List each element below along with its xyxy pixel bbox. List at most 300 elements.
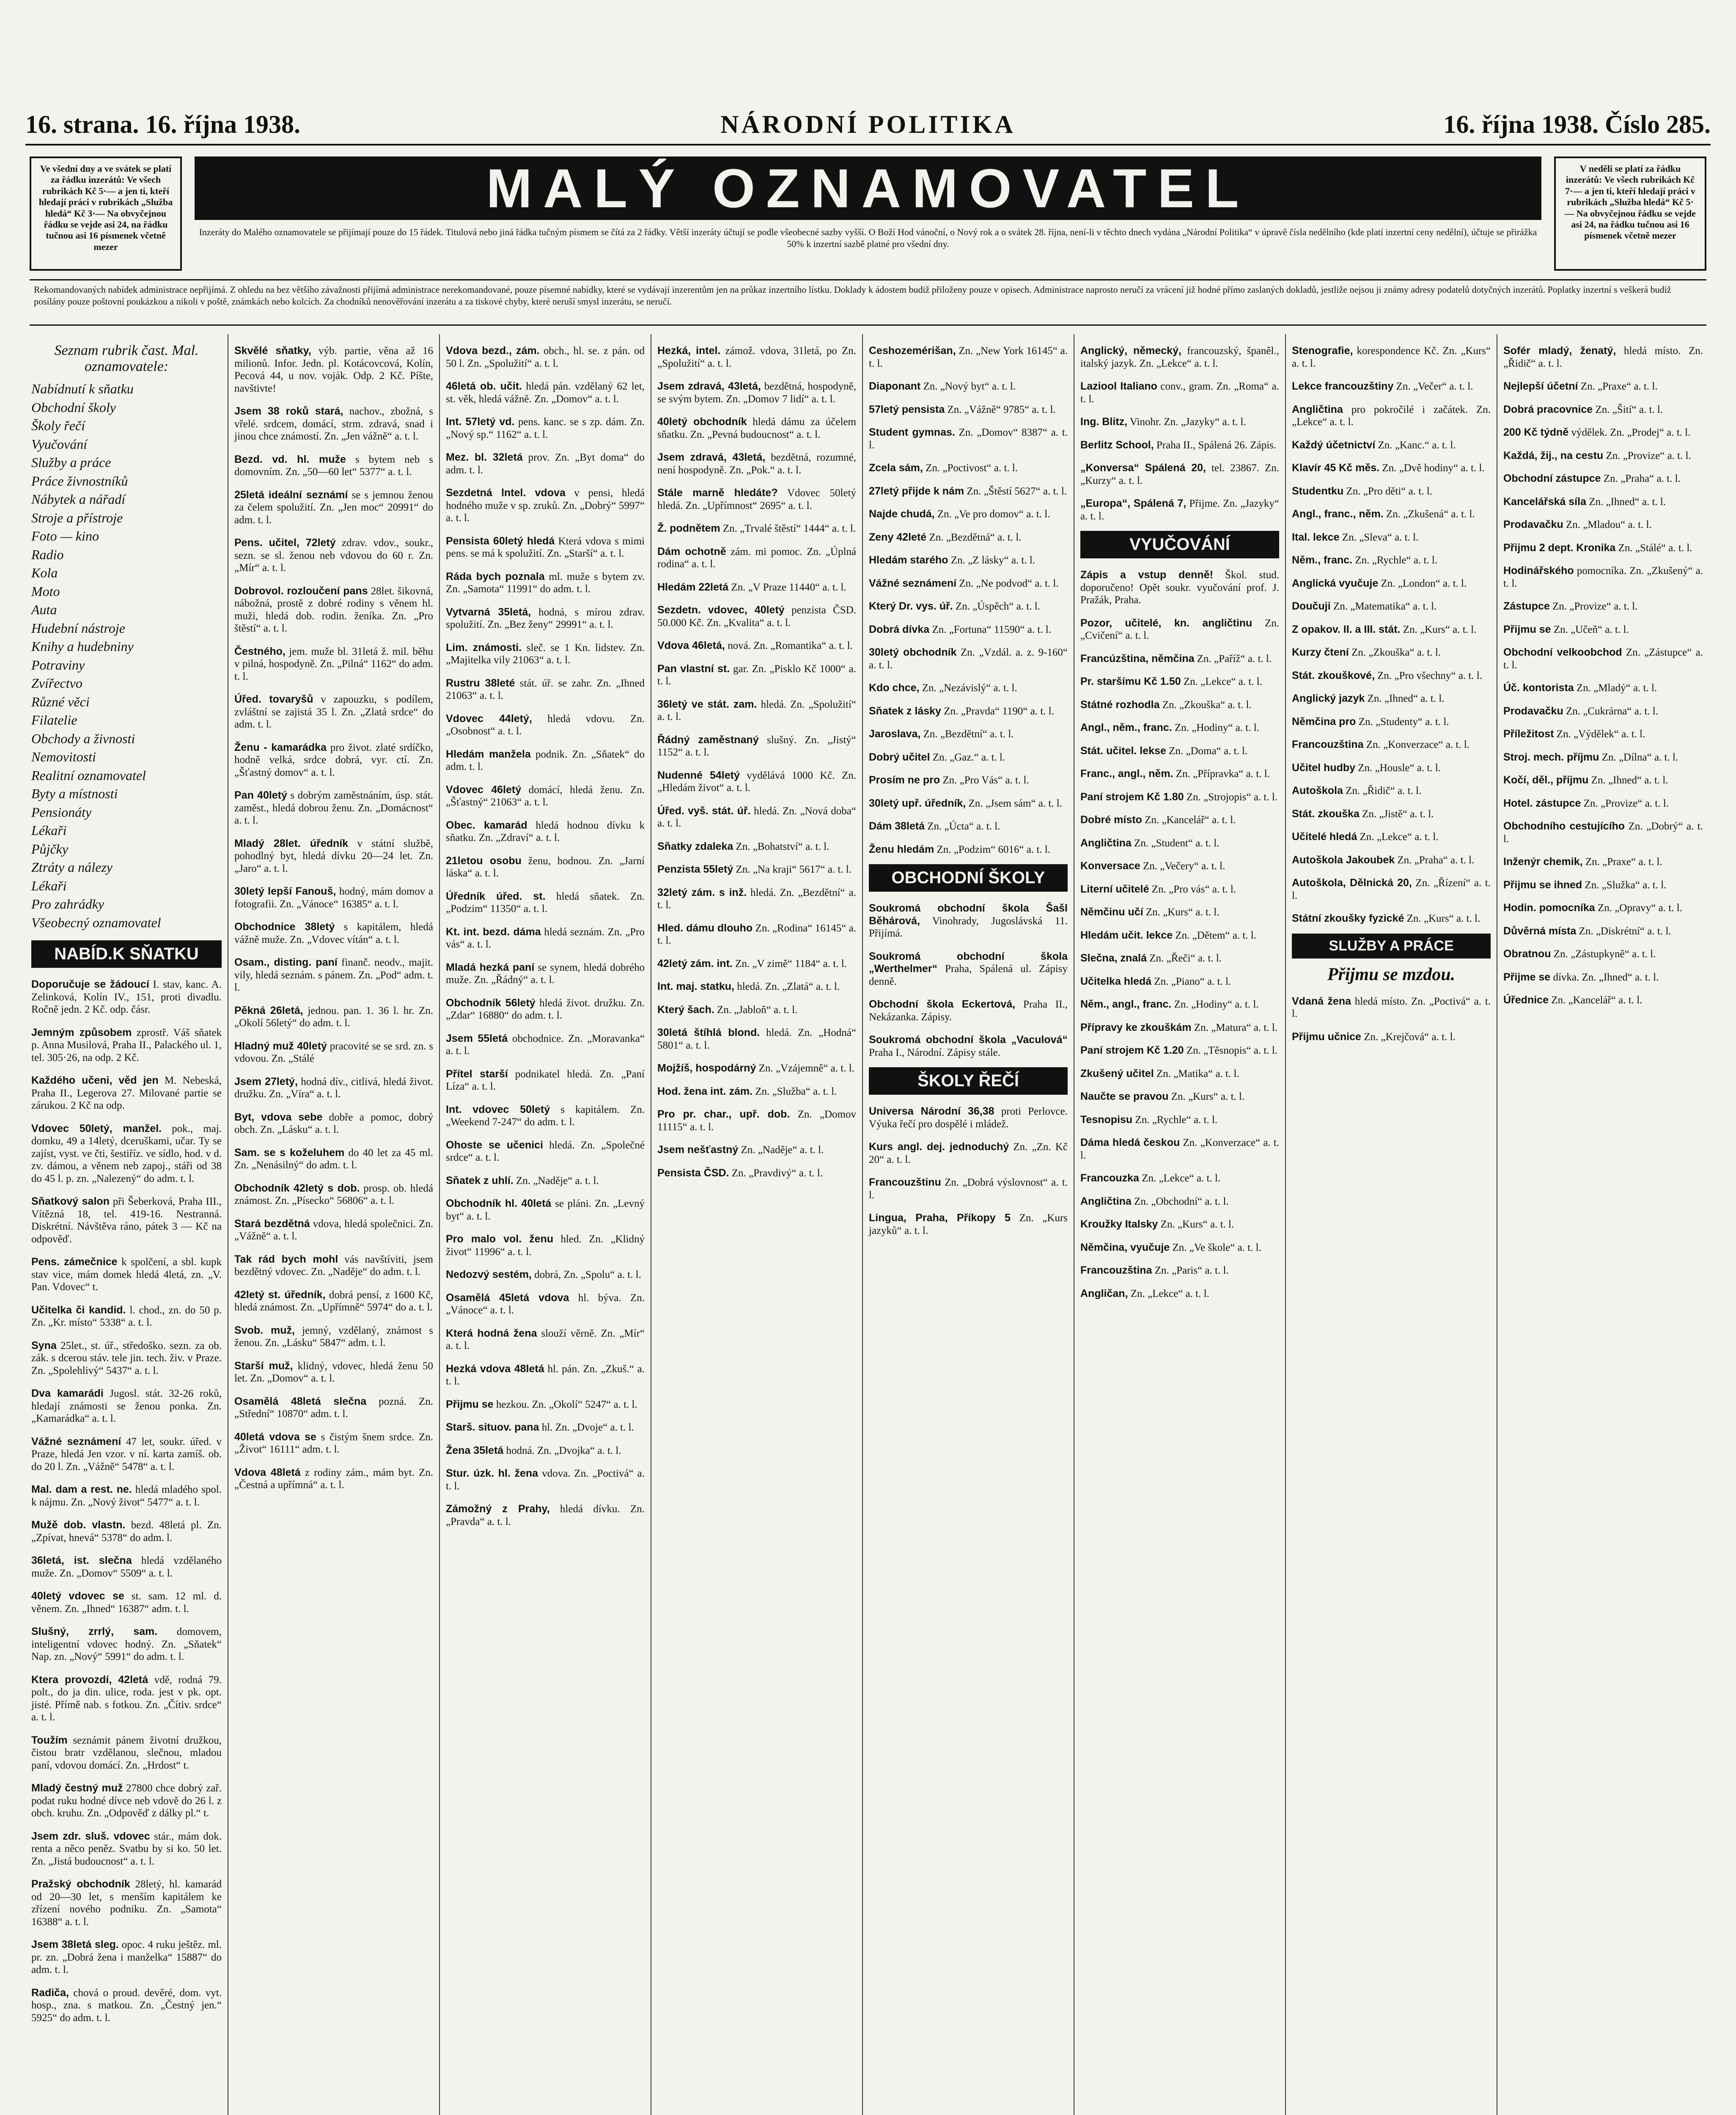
classified-ad (1080, 952, 1279, 965)
rubric-index-item: Obchody a živnosti (31, 731, 135, 746)
ad-heading: Tesnopisu (1080, 1113, 1133, 1126)
ad-text: Jugosl. stát. 32-26 roků, hledají známosti se ženou ponka. Zn. „Kamarádka“ a. t. l. (31, 1388, 222, 1425)
rubric-index-item: Různé věci (31, 694, 90, 709)
ad-heading: Ital. lekce (1292, 531, 1340, 543)
classified-ad (657, 922, 856, 947)
ad-text: vydělává 1000 Kč. Zn. „Hledám život“ a. t. l. (657, 769, 856, 794)
ad-text: Zn. „Pro všechny“ a. t. l. (1374, 670, 1483, 681)
classified-ad (869, 1105, 1068, 1130)
ad-text: Zn. „Mladou“ a. t. l. (1563, 519, 1652, 530)
ad-heading: Řádný zaměstnaný (657, 733, 759, 746)
ad-heading: Přijmu 2 dept. Kronika (1503, 541, 1616, 554)
ad-text: s čistým šnem srdce. Zn. „Život“ 16111“ adm. t. l. (234, 1431, 433, 1455)
ad-text: pens. kanc. se s zp. dám. Zn. „Nový sp.“ 1162“ a. t. l. (446, 416, 645, 440)
ad-text: domácí, hledá ženu. Zn. „Šťastný“ 21063“ a. t. l. (446, 784, 645, 808)
ad-text: Zn. „Praha“ a. t. l. (1395, 854, 1475, 866)
ad-text: ženu, hodnou. Zn. „Jarní láska“ a. t. l. (446, 855, 645, 879)
ad-heading: Stur. úzk. hl. žena (446, 1467, 538, 1479)
classified-ad (31, 1878, 222, 1928)
ad-text: Zn. „Vzájemně“ a. t. l. (756, 1063, 854, 1074)
ad-text: domovem, inteligentní vdovec hodný. Zn. „Sňatek“ Nap. zn. „Nový“ 5991“ do adm. t. l. (31, 1626, 222, 1663)
ad-heading: Vdovec 44letý, (446, 712, 532, 725)
classified-ad (31, 1340, 222, 1377)
ad-text: Zn. „Hodiny“ a. t. l. (1171, 999, 1259, 1010)
classified-ad (869, 508, 1068, 521)
ad-text: pozná. Zn. „Střední“ 10870“ adm. t. l. (234, 1395, 433, 1420)
classified-ad (869, 426, 1068, 451)
ad-text: Zn. „Konverzace“ a. t. l. (1080, 1137, 1279, 1161)
classified-ad (869, 682, 1068, 695)
rubric-index-item: Ztráty a nálezy (31, 860, 113, 875)
ad-text: Zn. „Pro Vás“ a. t. l. (940, 775, 1029, 786)
ad-text: hledá sňatek. Zn. „Podzim“ 11350“ a. t. l. (446, 890, 645, 915)
classified-ad (1292, 877, 1491, 902)
page-number-date: 16. strana. 16. října 1938. (25, 110, 300, 138)
classified-ad (657, 769, 856, 794)
classified-ad (1503, 879, 1703, 892)
ad-text: Zn. „Sleva“ a. t. l. (1339, 531, 1419, 543)
ad-heading: Angličtina (1080, 837, 1132, 849)
ad-heading: Francouzština (1080, 1264, 1152, 1276)
classified-ad (869, 705, 1068, 718)
classified-ad (1080, 791, 1279, 804)
ad-heading: Zeny 42leté (869, 531, 927, 543)
ad-heading: Angličtina (1080, 1195, 1132, 1207)
classified-ad (234, 789, 433, 827)
ad-text: prosp. ob. hledá známost. Zn. „Písecko“ 56806“ a. t. l. (234, 1182, 433, 1206)
ad-text: Zn. „Štěstí 5627“ a. t. l. (964, 485, 1067, 497)
classified-ad (657, 451, 856, 476)
ad-heading: Tak rád bych mohl (234, 1253, 338, 1265)
classified-ad (869, 485, 1068, 498)
ad-text: klidný, vdovec, hledá ženu 50 let. Zn. „Domov“ a. t. l. (234, 1360, 433, 1384)
classified-ad (657, 805, 856, 830)
ad-text: se synem, hledá dobrého muže. Zn. „Řádný“ a. t. l. (446, 961, 645, 986)
ad-heading: Starší muž, (234, 1360, 293, 1372)
column-3 (440, 334, 651, 2115)
ad-text: k spolčení, a sbl. kupk stav vice, mám domek hledá 4letá, zn. „V. Pan. Vdovec“ t. (31, 1256, 222, 1293)
column-8 (1497, 334, 1709, 2115)
classified-ad (657, 887, 856, 912)
classified-ad (657, 1144, 856, 1156)
ad-heading: Ktera provozdí, 42letá (31, 1673, 148, 1686)
ad-text: Zn. „Provize“ a. t. l. (1603, 450, 1691, 461)
classified-ad (657, 1108, 856, 1133)
ad-text: hledá. Zn. „Společné srdce“ a. t. l. (446, 1139, 645, 1163)
ads-col7-services (1292, 995, 1491, 1044)
rubric-index-item: Lékaři (31, 878, 67, 893)
classified-ad (234, 1040, 433, 1065)
classified-ad (446, 380, 645, 405)
ad-text: hl. Zn. „Dvoje“ a. t. l. (539, 1422, 634, 1433)
ad-text: Zn. „Zástupce“ a. t. l. (1503, 647, 1703, 671)
rubric-index-item: Realitní oznamovatel (31, 767, 146, 783)
classified-ad (657, 1062, 856, 1075)
ad-text: seznámit pánem životní družkou, čistou bratr vzdělanou, slečnou, mladou paní, vdovou domácí. Zn. „Hrdost“ t. (31, 1734, 222, 1771)
ad-text: hledá vdovu. Zn. „Osobnost“ a. t. l. (446, 713, 645, 737)
ad-heading: Ž. podnětem (657, 522, 720, 534)
ad-heading: Mužě dob. vlastn. (31, 1519, 126, 1531)
ad-text: Zn. „Lekce“ a. t. l. (1128, 1288, 1209, 1299)
ad-text: Přijme. Zn. „Jazyky“ a. t. l. (1080, 498, 1279, 522)
ad-text: dobrá, Zn. „Spolu“ a. t. l. (531, 1269, 641, 1280)
classified-ad (1503, 426, 1703, 439)
classified-ad (446, 1068, 645, 1093)
classified-ad (1080, 998, 1279, 1011)
ad-text: Zn. „Bezdětná“ a. t. l. (926, 531, 1022, 543)
ad-heading: Sezdetná lntel. vdova (446, 487, 566, 499)
classified-ad (31, 1123, 222, 1185)
ad-heading: Pozor, učitelé, kn. angličtinu (1080, 617, 1253, 629)
ad-heading: Pan 40letý (234, 789, 287, 801)
ad-text: Zn. „New York 16145“ a. t. l. (869, 345, 1068, 369)
ad-text: Zn. „Pravdivý“ a. t. l. (729, 1167, 823, 1179)
ad-text: Zn. „Služka“ a. t. l. (1582, 879, 1667, 891)
ad-heading: Hledám 22letá (657, 581, 729, 593)
ad-text: Zn. „Večery“ a. t. l. (1140, 860, 1225, 872)
ad-heading: Pro malo vol. ženu (446, 1233, 554, 1245)
ad-text: zprostř. Váš sňatek p. Anna Musilová, Praha II., Palackého ul. 1, tel. 305·26, na odp. 2 Kč. (31, 1027, 222, 1063)
ad-text: Zn. „Na kraji“ 5617“ a. t. l. (733, 864, 852, 875)
classified-ad (1292, 762, 1491, 775)
classified-ad (31, 1027, 222, 1064)
ad-text: francouzský, španěl., italský jazyk. Zn. „Lekce“ a. t. l. (1080, 345, 1279, 369)
ad-heading: Příležitost (1503, 728, 1554, 740)
ad-heading: Jsem 27letý, (234, 1075, 298, 1088)
ad-text: Zn. „Řeči“ a. t. l. (1147, 953, 1222, 964)
ad-heading: Student gymnas. (869, 426, 955, 438)
column-4 (651, 334, 863, 2115)
classified-ad (1503, 856, 1703, 868)
ad-heading: Hled. dámu dlouho (657, 922, 753, 934)
ad-heading: Obchodník 56letý (446, 997, 536, 1009)
ad-heading: Int. maj. statku, (657, 981, 734, 992)
ad-heading: Vdovec 50letý, manžel. (31, 1122, 162, 1134)
classified-ad (1292, 808, 1491, 821)
ad-heading: Syna (31, 1339, 57, 1351)
ad-text: Zn. „Ve pro domov“ a. t. l. (934, 508, 1050, 520)
classified-ad (1080, 653, 1279, 665)
ad-heading: Učitel hudby (1292, 761, 1356, 774)
ad-heading: Vdovec 46letý (446, 783, 522, 796)
classified-ad (1503, 774, 1703, 787)
ad-heading: Důvěrná místa (1503, 925, 1577, 937)
ad-heading: Kdo chce, (869, 682, 920, 694)
ad-text: slouží věrně. Zn. „Mír“ a. t. l. (446, 1327, 645, 1351)
classified-ad (234, 1182, 433, 1207)
classified-ad (657, 487, 856, 512)
ad-text: Zn. „Trvalé štěstí“ 1444“ a. t. l. (720, 523, 856, 534)
rubric-index-item: Knihy a hudebniny (31, 639, 134, 654)
ad-heading: Autoškola, Dělnická 20, (1292, 877, 1412, 889)
classified-ad (1292, 739, 1491, 751)
ad-text: hledá seznám. Zn. „Pro vás“ a. t. l. (446, 926, 645, 950)
ad-heading: Kt. int. bezd. dáma (446, 926, 541, 938)
classified-ad (1503, 902, 1703, 915)
ad-text: Zn. „Z lásky“ a. t. l. (948, 555, 1036, 566)
ad-heading: Sňatkový salon (31, 1195, 110, 1208)
classified-ad (657, 604, 856, 629)
rubric-index-list (31, 380, 222, 932)
ad-heading: 30letá štíhlá blond. (657, 1027, 760, 1038)
ad-text: Zn. „Nový byt“ a. t. l. (920, 381, 1016, 392)
classified-ad (1503, 646, 1703, 671)
page-header (25, 106, 1711, 146)
ad-heading: 25letá ideální seznámí (234, 489, 348, 501)
classified-ad (869, 1176, 1068, 1201)
ad-heading: Přijme se (1503, 971, 1551, 983)
classified-ad (869, 998, 1068, 1023)
ad-text: Zn. „V Praze 11440“ a. t. l. (728, 581, 846, 593)
classified-ad (446, 1445, 645, 1457)
ad-heading: Lim. známosti. (446, 641, 522, 654)
ad-text: Která vdova s mimi pens. se má k spolužití. Zn. „Starší“ a. t. l. (446, 535, 645, 559)
ad-text: dobře a pomoc, dobrý obch. Zn. „Lásku“ a. t. l. (234, 1111, 433, 1135)
ad-text: Zn. „Praxe“ a. t. l. (1582, 856, 1662, 868)
ad-heading: Francúzština, němčina (1080, 652, 1195, 665)
ad-heading: 40letá vdova se (234, 1431, 316, 1443)
ad-text: vdě, rodná 79. polt., do ja din. ulice, roda. jest v pk. opt. jisté. Přímě nab. s fotkou. Zn. „Čítiv. srdce“ a. t. l. (31, 1674, 222, 1723)
ad-text: Zn. „Lekce“ a. t. l. (1181, 676, 1262, 687)
classified-ad (31, 1626, 222, 1663)
ad-heading: Sňatky zdaleka (657, 840, 733, 852)
ad-text: hledá život. družku. Zn. „Zdar“ 16880“ do adm. t. l. (446, 997, 645, 1021)
ad-text: 25let., st. úř., středoško. sezn. za ob. zák. s dcerou stáv. tele jin. tech. živ. v Praze. Zn. „Spolehlivý“ 5437“ a. t. l. (31, 1340, 222, 1376)
ad-text: Zn. „Matura“ a. t. l. (1191, 1022, 1278, 1033)
ad-text: Zn. „Kurs“ a. t. l. (1400, 624, 1477, 635)
classified-ad (234, 1431, 433, 1456)
ad-text: hledá pán. vzdělaný 62 let, st. věk, hledá vážně. Zn. „Domov“ a. t. l. (446, 381, 645, 405)
ad-text: Zn. „Ihned“ a. t. l. (1588, 775, 1668, 786)
classified-ad (446, 1467, 645, 1492)
ad-heading: Z opakov. II. a III. stát. (1292, 623, 1401, 635)
ad-heading: Francouzština (1292, 739, 1364, 750)
classified-ad (1503, 728, 1703, 741)
classified-ad (31, 1074, 222, 1112)
ad-heading: Jsem zdravá, 43letá, (657, 380, 761, 392)
classified-ad (657, 416, 856, 441)
ad-heading: Kočí, děl., příjmu (1503, 774, 1589, 786)
classified-ad (869, 1141, 1068, 1166)
classified-ad (234, 1360, 433, 1385)
ad-text: Škol. stud. doporučeno! Opět soukr. vyučování prof. J. Pražák, Praha. (1080, 569, 1279, 606)
section-marriage: NABÍD.K SŇATKU (31, 940, 222, 968)
ad-heading: Svob. muž, (234, 1324, 295, 1336)
classified-ad (234, 742, 433, 779)
rubric-index-item: Školy řečí (31, 418, 85, 434)
classified-ad (1503, 496, 1703, 508)
ad-heading: 30letý lepší Fanouš, (234, 885, 336, 897)
ad-heading: Studentku (1292, 485, 1344, 497)
classified-ad (1503, 380, 1703, 393)
ad-heading: 40letý vdovec se (31, 1590, 124, 1602)
ad-heading: Stále marně hledáte? (657, 487, 778, 499)
rubric-index-item: Moto (31, 583, 60, 599)
ad-heading: Kancelářská síla (1503, 495, 1586, 508)
ad-heading: Pan vlastní st. (657, 662, 730, 675)
classified-ad (446, 1175, 645, 1187)
ad-text: Zn. „Dvě hodiny“ a. t. l. (1379, 462, 1485, 474)
classified-ad (234, 1289, 433, 1314)
ad-heading: Prodavačku (1503, 705, 1563, 717)
ad-text: Zn. „Podzim“ 6016“ a. t. l. (934, 843, 1051, 855)
ad-heading: Vdova 46letá, (657, 640, 725, 651)
classified-ad (1503, 682, 1703, 695)
ad-text: pok., maj. domku, 49 a 14letý, dceruškami, učar. Ty se zajíst, vyst. ve čti, šestiříz. ve sídlo, hod. v d. zv. dámou, a věnem neb zapoj., stáři od 38 do 45 l. p. zn. „Nalezený“ do adm. t. l. (31, 1123, 222, 1184)
classified-ad (446, 1292, 645, 1317)
ad-heading: Každá, žij., na cestu (1503, 449, 1604, 461)
ad-heading: Každý účetnictví (1292, 439, 1376, 451)
ad-heading: Najde chudá, (869, 508, 935, 520)
ad-text: hledá hodnou dívku k sňatku. Zn. „Zdraví“ a. t. l. (446, 819, 645, 843)
ad-text: jednou. pan. 1. 36 l. hr. Zn. „Okolí 56letý“ do adm. t. l. (234, 1005, 433, 1029)
ad-heading: Sezdetn. vdovec, 40letý (657, 604, 785, 616)
ad-text: Praha, Spálená ul. Zápisy denně. (869, 963, 1068, 987)
ad-heading: Doporučuje se žádoucí (31, 978, 149, 991)
ad-heading: Laziool Italiano (1080, 380, 1157, 392)
ad-text: hodná. Zn. „Dvojka“ a. t. l. (503, 1445, 621, 1456)
ad-heading: Naučte se pravou (1080, 1090, 1169, 1102)
ad-heading: Pro pr. char., upř. dob. (657, 1108, 790, 1120)
classified-ad (234, 1111, 433, 1136)
ad-heading: Přijmu se ihned (1503, 879, 1582, 891)
ad-heading: Obchodní škola Eckertová, (869, 998, 1016, 1010)
classified-ad (1080, 617, 1279, 642)
classified-ad (31, 1256, 222, 1294)
classified-ad (1080, 860, 1279, 873)
ad-text: Zn. „Krejčová“ a. t. l. (1361, 1031, 1456, 1043)
ad-text: Zn. „Kurs jazyků“ a. t. l. (869, 1212, 1068, 1236)
column-6 (1074, 334, 1286, 2115)
classified-ad (1292, 462, 1491, 475)
classified-ad (446, 1327, 645, 1352)
classified-ad (31, 1830, 222, 1868)
ad-heading: Anglická vyučuje (1292, 577, 1379, 589)
classified-ad (446, 713, 645, 738)
ad-heading: Kurzy čtení (1292, 646, 1349, 658)
ad-text: Zn. „Rychle“ a. t. l. (1352, 555, 1438, 566)
ad-text: Zn. „Cvičení“ a. t. l. (1080, 617, 1280, 641)
ad-text: v pensi, hledá hodného muže v sp. zruků. Zn. „Dobrý“ 5997“ a. t. l. (446, 487, 645, 524)
ad-text: conv., gram. Zn. „Roma“ a. t. l. (1080, 381, 1279, 405)
ad-text: se s jemnou ženou za čelem spolužití. Zn. „Jen moc“ 20991“ do adm. t. l. (234, 489, 434, 526)
classified-ad (446, 677, 645, 702)
ad-text: Zn. „Jabloň“ a. t. l. (714, 1004, 798, 1016)
ad-heading: Přípravy ke zkouškám (1080, 1021, 1192, 1033)
classified-ad (1080, 722, 1279, 734)
rubric-index-item: Stroje a přístroje (31, 510, 123, 525)
ad-heading: Úč. kontorista (1503, 682, 1574, 694)
ad-text: Zn. „Zkouška“ a. t. l. (1349, 647, 1441, 658)
ad-heading: Vdova 48letá (234, 1466, 301, 1478)
ad-text: zdrav. vdov., soukr., sezn. se sl. ženou neb vdovou do 60 r. Zn. „Mír“ a. t. l. (234, 537, 433, 574)
ad-heading: Jsem nešťastný (657, 1144, 739, 1156)
ad-heading: Stará bezdětná (234, 1217, 310, 1230)
classified-ad (446, 1269, 645, 1281)
classified-ad (1292, 508, 1491, 521)
ads-col5 (869, 345, 1068, 856)
ad-text: dívka. Zn. „Ihned“ a. t. l. (1550, 971, 1659, 983)
ad-text: Zn. „Hodiny“ a. t. l. (1172, 722, 1259, 733)
ad-text: Zn. „Pro vás“ a. t. l. (1149, 883, 1236, 895)
ad-heading: Přijmu se (1503, 623, 1551, 635)
ad-text: hledá místo. Zn. „Řidič“ a. t. l. (1503, 345, 1703, 369)
classified-ad (1292, 670, 1491, 682)
ad-heading: Zcela sám, (869, 462, 923, 474)
ad-heading: Jemným způsobem (31, 1026, 132, 1038)
ad-text: Praha II., Spálená 26. Zápis. (1154, 439, 1277, 451)
weekday-rates-box: Ve všední dny a ve svátek se platí za řádku inzerátů: Ve všech rubrikách Kč 5·— a jen ti, kteří hledají práci v rubrikách „Služba hledá“ Kč 3·— Na obvyčejnou řádku se vejde asi 24, na řádku tučnou asi 16 písmenek včetně mezer (30, 157, 182, 271)
ad-heading: Slušný, zrrlý, sam. (31, 1626, 158, 1638)
ad-text: s kapitálem. Zn. „Weekend 7-247“ do adm. t. l. (446, 1104, 645, 1128)
ad-text: Zn. „Kancelář“ a. t. l. (1548, 994, 1643, 1006)
classified-ad (446, 1033, 645, 1058)
ad-text: Zn. „Domov“ 8387“ a. t. l. (869, 427, 1068, 451)
ad-heading: Stát. zkouška (1292, 808, 1360, 820)
ad-heading: Jaroslava, (869, 728, 921, 740)
ad-text: pro život. zlaté srdíčko, hodně velká, srdce dobrá, vyr. ctí. Zn. „Šťastný domov“ a. t. l. (234, 742, 433, 778)
classified-ad (1503, 519, 1703, 531)
classified-ad (657, 522, 856, 535)
ad-text: Zn. „Úcta“ a. t. l. (925, 821, 1000, 832)
ad-heading: Osamělá 45letá vdova (446, 1291, 569, 1304)
ad-heading: Lingua, Praha, Příkopy 5 (869, 1212, 1011, 1224)
classified-ad (31, 1782, 222, 1820)
ad-heading: Lekce francouzštiny (1292, 380, 1394, 392)
ad-heading: Zámožný z Prahy, (446, 1503, 550, 1515)
classified-ad (234, 453, 433, 478)
rubric-index-item: Nabídnutí k sňatku (31, 381, 134, 396)
classified-ad (1292, 404, 1491, 428)
ad-heading: Doučuji (1292, 600, 1331, 612)
classified-ad (234, 956, 433, 994)
ad-heading: Dobrovol. rozloučení pans (234, 585, 368, 597)
classified-ad (446, 1233, 645, 1258)
rubric-index-item: Lékaři (31, 823, 67, 838)
ad-heading: Osam., disting. paní (234, 956, 338, 968)
ad-heading: Pensista 60letý hledá (446, 535, 555, 547)
ad-text: hl. býva. Zn. „Vánoce“ a. t. l. (446, 1292, 645, 1316)
rubric-index-item: Foto — kino (31, 528, 99, 544)
ads-col6 (1080, 345, 1279, 522)
classified-ad (1080, 1114, 1279, 1126)
classified-ad (446, 535, 645, 560)
ad-heading: Pensista ČSD. (657, 1167, 729, 1179)
ad-heading: Mladý 28let. úředník (234, 837, 349, 849)
classified-ad (1080, 814, 1279, 827)
ad-heading: Hledám učit. lekce (1080, 929, 1173, 941)
classified-ad (1292, 531, 1491, 544)
ad-heading: Něm., angl., franc. (1080, 998, 1172, 1010)
ad-heading: Žena 35letá (446, 1444, 504, 1456)
ad-heading: Mladý čestný muž (31, 1782, 123, 1794)
classified-ad (234, 585, 433, 635)
issue-date-number: 16. října 1938. Číslo 285. (1443, 110, 1711, 138)
ad-text: dobrá pensí, z 1600 Kč, hledá známost. Zn. „Upřímně“ 5974“ do a. t. l. (234, 1289, 433, 1313)
ad-heading: Hezká, intel. (657, 345, 721, 357)
ad-text: hledá. Zn. „Spolužití“ a. t. l. (657, 698, 856, 722)
ad-text: Zn. „Nezávislý“ a. t. l. (919, 682, 1017, 694)
classified-ad (234, 1218, 433, 1243)
ad-text: Zn. „Zn. Kč 20“ a. t. l. (869, 1141, 1068, 1165)
ad-text: Zn. „Pravda“ 1190“ a. t. l. (941, 705, 1054, 717)
ad-heading: Mez. bl. 32letá (446, 451, 523, 463)
classified-ad (234, 838, 433, 875)
classified-ad (657, 981, 856, 993)
ad-text: Zn. „Řízení“ a. t. l. (1292, 877, 1491, 901)
ad-text: hledá místo. Zn. „Poctivá“ a. t. l. (1292, 995, 1491, 1019)
classified-ad (657, 581, 856, 594)
